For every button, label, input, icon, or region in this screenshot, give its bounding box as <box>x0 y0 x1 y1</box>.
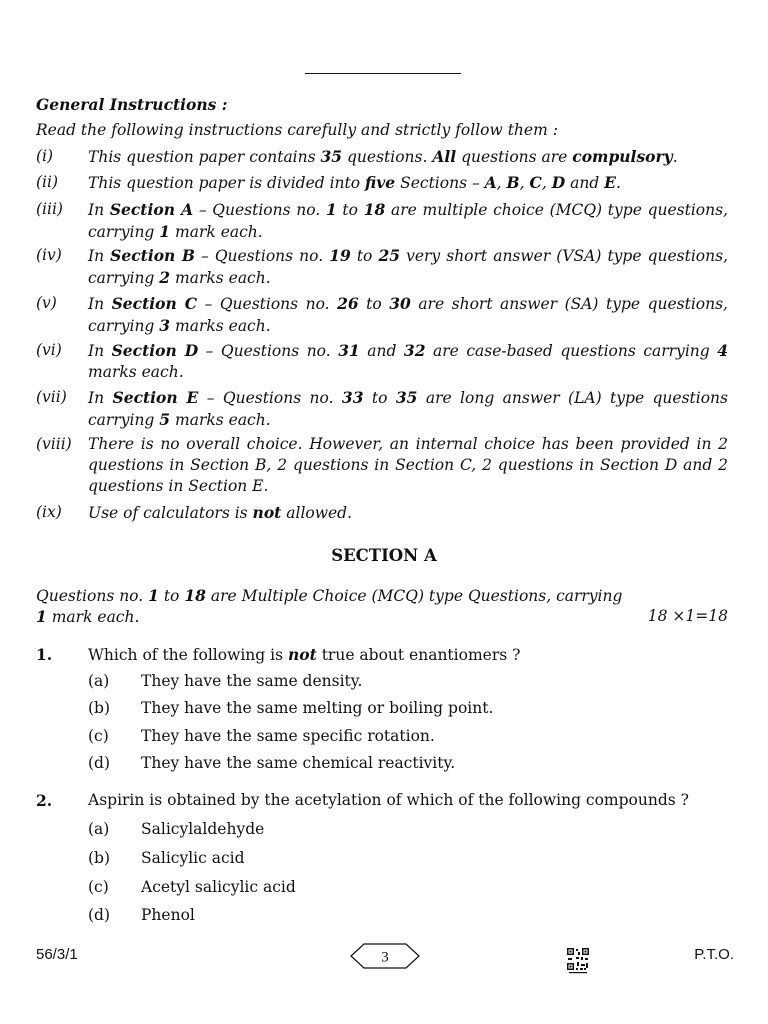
instruction-item <box>36 502 728 524</box>
instruction-number: (i) <box>36 147 54 165</box>
section-a-intro-line2: 1 mark each. <box>36 607 140 626</box>
option-text: They have the same melting or boiling point. <box>141 699 494 717</box>
question-text: Which of the following is not true about enantiomers ? <box>88 645 521 664</box>
option-label: (d) <box>88 754 111 772</box>
option-label: (a) <box>88 672 110 690</box>
section-a-marks: 18 ×1=18 <box>647 607 728 625</box>
instruction-text: In Section E – Questions no. 33 to 35 are long answer (LA) type questions carrying 5 marks each. <box>88 388 728 429</box>
instruction-item <box>36 146 728 168</box>
general-instructions-heading: General Instructions : <box>36 95 228 114</box>
instruction-text: In Section A – Questions no. 1 to 18 are multiple choice (MCQ) type questions, carrying 1 mark each. <box>88 200 728 241</box>
option-label: (a) <box>88 820 110 838</box>
instruction-number: (iii) <box>36 200 63 218</box>
instruction-text: In Section C – Questions no. 26 to 30 are short answer (SA) type questions, carrying 3 marks each. <box>88 294 728 335</box>
instruction-text: There is no overall choice. However, an internal choice has been provided in 2 questions in Section B, 2 questions in Section C, 2 questions in Section D and 2 questions in Section E. <box>88 435 728 495</box>
instruction-text: Use of calculators is not allowed. <box>88 503 353 522</box>
option-text: Salicylaldehyde <box>141 820 265 838</box>
question-number: 2. <box>36 791 53 810</box>
instruction-text: This question paper is divided into five Sections – A, B, C, D and E. <box>88 173 621 192</box>
option-text: They have the same density. <box>141 672 363 690</box>
instruction-number: (ii) <box>36 173 59 191</box>
instruction-number: (v) <box>36 294 57 312</box>
instruction-item <box>36 387 728 431</box>
option-text: They have the same chemical reactivity. <box>141 754 456 772</box>
instruction-text: In Section B – Questions no. 19 to 25 very short answer (VSA) type questions, carrying 2 marks each. <box>88 246 729 287</box>
qr-code-icon <box>567 948 589 974</box>
option-text: Acetyl salicylic acid <box>141 878 296 896</box>
instruction-item <box>36 172 728 194</box>
general-instructions-intro: Read the following instructions carefully and strictly follow them : <box>36 121 558 139</box>
option-label: (c) <box>88 878 109 896</box>
page-number: 3 <box>381 949 389 966</box>
instruction-item <box>36 434 728 497</box>
instruction-number: (iv) <box>36 246 62 264</box>
option-text: Phenol <box>141 906 195 924</box>
section-a-intro-line1: Questions no. 1 to 18 are Multiple Choice (MCQ) type Questions, carrying <box>36 586 623 605</box>
option-label: (b) <box>88 849 111 867</box>
option-label: (d) <box>88 906 111 924</box>
instruction-number: (ix) <box>36 503 62 521</box>
top-rule <box>305 73 461 74</box>
option-text: They have the same specific rotation. <box>141 727 435 745</box>
instruction-text: In Section D – Questions no. 31 and 32 are case-based questions carrying 4 marks each. <box>88 341 728 381</box>
question-text: Aspirin is obtained by the acetylation of which of the following compounds ? <box>88 791 689 809</box>
option-label: (b) <box>88 699 111 717</box>
instruction-number: (viii) <box>36 435 72 453</box>
page-number-badge <box>350 943 420 969</box>
instruction-item <box>36 199 728 243</box>
option-text: Salicylic acid <box>141 849 245 867</box>
instruction-item <box>36 245 728 289</box>
please-turn-over: P.T.O. <box>694 946 734 963</box>
instruction-item <box>36 293 728 337</box>
option-label: (c) <box>88 727 109 745</box>
instruction-number: (vi) <box>36 341 62 359</box>
question-number: 1. <box>36 645 53 664</box>
paper-code: 56/3/1 <box>36 946 78 963</box>
instruction-text: This question paper contains 35 questions. All questions are compulsory. <box>88 147 678 166</box>
instruction-item <box>36 340 728 383</box>
section-a-heading: SECTION A <box>331 546 437 565</box>
instruction-number: (vii) <box>36 388 67 406</box>
